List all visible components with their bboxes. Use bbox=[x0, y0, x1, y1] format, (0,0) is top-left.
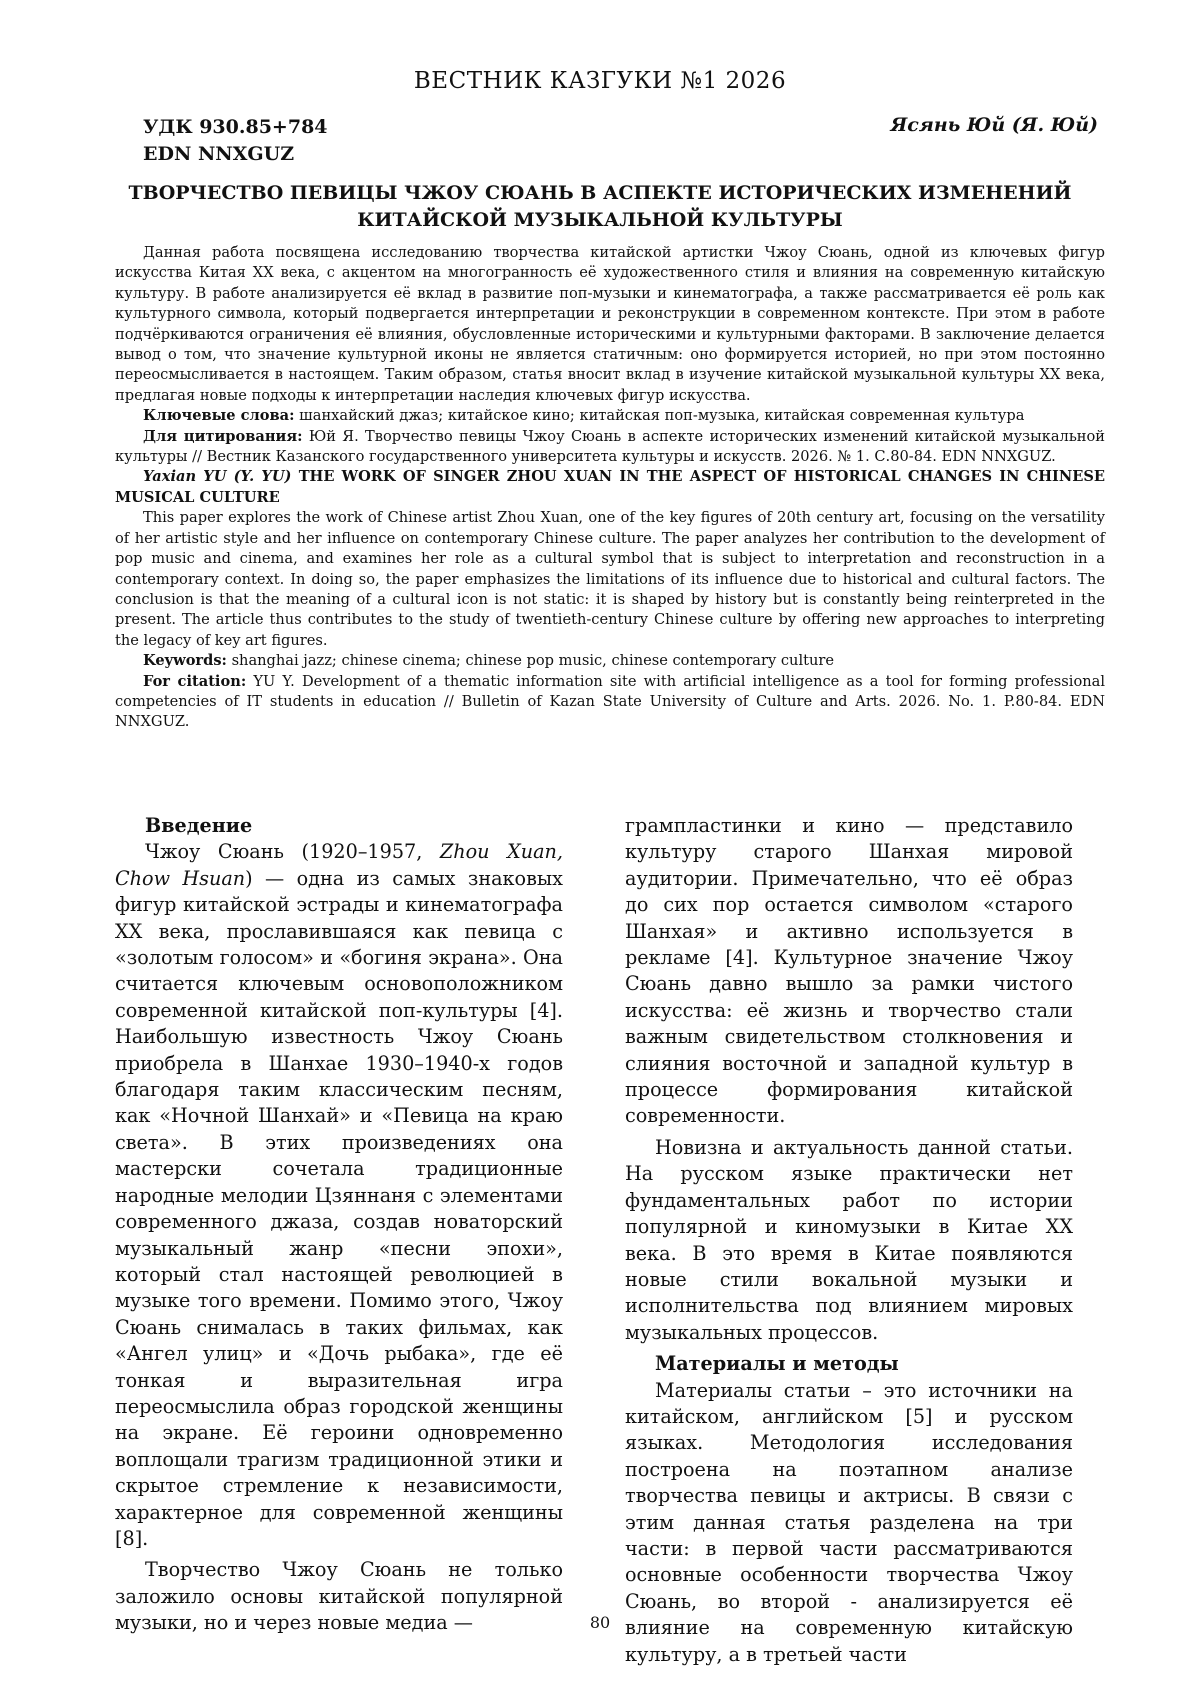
english-title-text: THE WORK OF SINGER ZHOU XUAN IN THE ASPECT OF HISTORICAL CHANGES IN CHINESE MUSICAL CULTURE bbox=[115, 468, 1105, 506]
citation-en-label: For citation: bbox=[143, 672, 247, 690]
methods-heading: Материалы и методы bbox=[655, 1352, 899, 1376]
intro-text-rest: ) — одна из самых знаковых фигур китайской эстрады и кинематографа XX века, прославившаяся как певица с «золотым голосом» и «богиня экрана». Она считается ключевым основоположником современной китайской поп-культуры [4]. Наибольшую известность Чжоу Сюань приобрела в Шанхае 1930–1940-х годов благодаря таким классическим песням, как «Ночной Шанхай» и «Певица на краю света». В этих произведениях она мастерски сочетала традиционные народные мелодии Цзяннаня с элементами современного джаза, создав новаторский музыкальный жанр «песни эпохи», который стал настоящей революцией в музыке того времени. Помимо этого, Чжоу Сюань снималась в таких фильмах, как «Ангел улиц» и «Дочь рыбака», где её тонкая и выразительная игра переосмыслила образ городской женщины на экране. Её героини одновременно воплощали трагизм традиционной этики и скрытое стремление к независимости, характерное для современной женщины [8]. bbox=[115, 866, 563, 1550]
article-title bbox=[110, 180, 1090, 234]
citation-en-text: YU Y. Development of a thematic information site with artificial intelligence as a tool for forming professional competencies of IT students in education // Bulletin of Kazan State University of Culture and Arts. 2026. No. 1. P.80-84. EDN NNXGUZ. bbox=[115, 672, 1105, 731]
citation-ru-text: Юй Я. Творчество певицы Чжоу Сюань в аспекте исторических изменений китайской музыкальной культуры // Вестник Казанского государственного университета культуры и искусств. 2026. № 1. С.80-84. EDN NNXGUZ. bbox=[115, 427, 1106, 466]
keywords-en-text: shanghai jazz; chinese cinema; chinese pop music, chinese contemporary culture bbox=[231, 652, 834, 670]
english-author: Yaxian YU (Y. YU) bbox=[143, 468, 292, 486]
intro-text-start: Чжоу Сюань (1920–1957, bbox=[145, 840, 440, 864]
keywords-en-label: Keywords: bbox=[143, 652, 227, 670]
intro-heading: Введение bbox=[145, 814, 253, 837]
article-identifiers bbox=[143, 114, 328, 168]
intro-paragraph bbox=[115, 839, 563, 1552]
keywords-en bbox=[115, 651, 1105, 671]
left-column bbox=[115, 813, 563, 1642]
abstract-ru: Данная работа посвящена исследованию творчества китайской артистки Чжоу Сюань, одной из ключевых фигур искусства Китая XX века, с акцентом на многогранность её художественного стиля и влияния на современную китайскую культуру. В работе анализируется её вклад в развитие поп-музыки и кинематографа, а также рассматривается её роль как культурного символа, который подвергается интерпретации и реконструкции в современном контексте. При этом в работе подчёркиваются ограничения её влияния, обусловленные историческими и культурными факторами. В заключение делается вывод о том, что значение культурной иконы не является статичным: оно формируется историей, но при этом постоянно переосмысливается в настоящем. Таким образом, статья вносит вклад в изучение китайской музыкальной культуры XX века, предлагая новые подходы к интерпретации наследия ключевых фигур искусства. bbox=[115, 244, 1105, 404]
page-number: 80 bbox=[589, 1613, 611, 1632]
paragraph-2-start: Творчество Чжоу Сюань не только заложило основы китайской популярной музыки, но и через новые медиа — bbox=[115, 1558, 563, 1635]
journal-header: ВЕСТНИК КАЗГУКИ №1 2026 bbox=[413, 68, 787, 94]
citation-en bbox=[115, 672, 1105, 733]
abstract-block bbox=[115, 243, 1105, 733]
keywords-ru bbox=[115, 406, 1105, 426]
abstract-en: This paper explores the work of Chinese artist Zhou Xuan, one of the key figures of 20th century art, focusing on the versatility of her artistic style and her influence on contemporary Chinese culture. The paper analyzes her contribution to the development of pop music and cinema, and examines her role as a cultural symbol that is subject to interpretation and reconstruction in a contemporary context. In doing so, the paper emphasizes the limitations of its influence due to historical and cultural factors. The conclusion is that the meaning of a cultural icon is not static: it is shaped by history but is constantly being reinterpreted in the present. The article thus contributes to the study of twentieth-century Chinese culture by offering new approaches to interpreting the legacy of key art figures. bbox=[115, 509, 1105, 649]
keywords-ru-label: Ключевые слова: bbox=[143, 407, 295, 425]
author-name: Ясянь Юй (Я. Юй) bbox=[890, 114, 1098, 136]
citation-ru bbox=[115, 427, 1105, 468]
udk-code: УДК 930.85+784 bbox=[143, 116, 328, 138]
novelty-paragraph: Новизна и актуальность данной статьи. На русском языке практически нет фундаментальных работ по истории популярной и киномузыки в Китае XX века. В это время в Китае появляются новые стили вокальной музыки и исполнительства под влиянием мировых музыкальных процессов. bbox=[625, 1135, 1073, 1344]
citation-ru-label: Для цитирования: bbox=[143, 427, 303, 445]
keywords-ru-text: шанхайский джаз; китайское кино; китайская поп-музыка, китайская современная культура bbox=[299, 407, 1025, 425]
title-line-2: КИТАЙСКОЙ МУЗЫКАЛЬНОЙ КУЛЬТУРЫ bbox=[357, 209, 843, 231]
right-column bbox=[625, 813, 1073, 1673]
intro-latin-names: Zhou Xuan, Chow Hsuan bbox=[115, 840, 563, 890]
paragraph-2-continued: грампластинки и кино — представило культуру старого Шанхая мировой аудитории. Примечательно, что её образ до сих пор остается символом «старого Шанхая» и активно используется в рекламе [4]. Культурное значение Чжоу Сюань давно вышло за рамки чистого искусства: её жизнь и творчество стали важным свидетельством столкновения и слияния восточной и западной культур в процессе формирования китайской современности. bbox=[625, 814, 1073, 1128]
title-line-1: ТВОРЧЕСТВО ПЕВИЦЫ ЧЖОУ СЮАНЬ В АСПЕКТЕ ИСТОРИЧЕСКИХ ИЗМЕНЕНИЙ bbox=[128, 182, 1072, 204]
edn-code: EDN NNXGUZ bbox=[143, 143, 295, 165]
methods-paragraph: Материалы статьи – это источники на китайском, английском [5] и русском языках. Методология исследования построена на поэтапном анализе творчества певицы и актрисы. В связи с этим данная статья разделена на три части: в первой части рассматриваются основные особенности творчества Чжоу Сюань, во второй - анализируется её влияние на современную китайскую культуру, а в третьей части bbox=[625, 1378, 1073, 1666]
english-title bbox=[115, 467, 1105, 508]
